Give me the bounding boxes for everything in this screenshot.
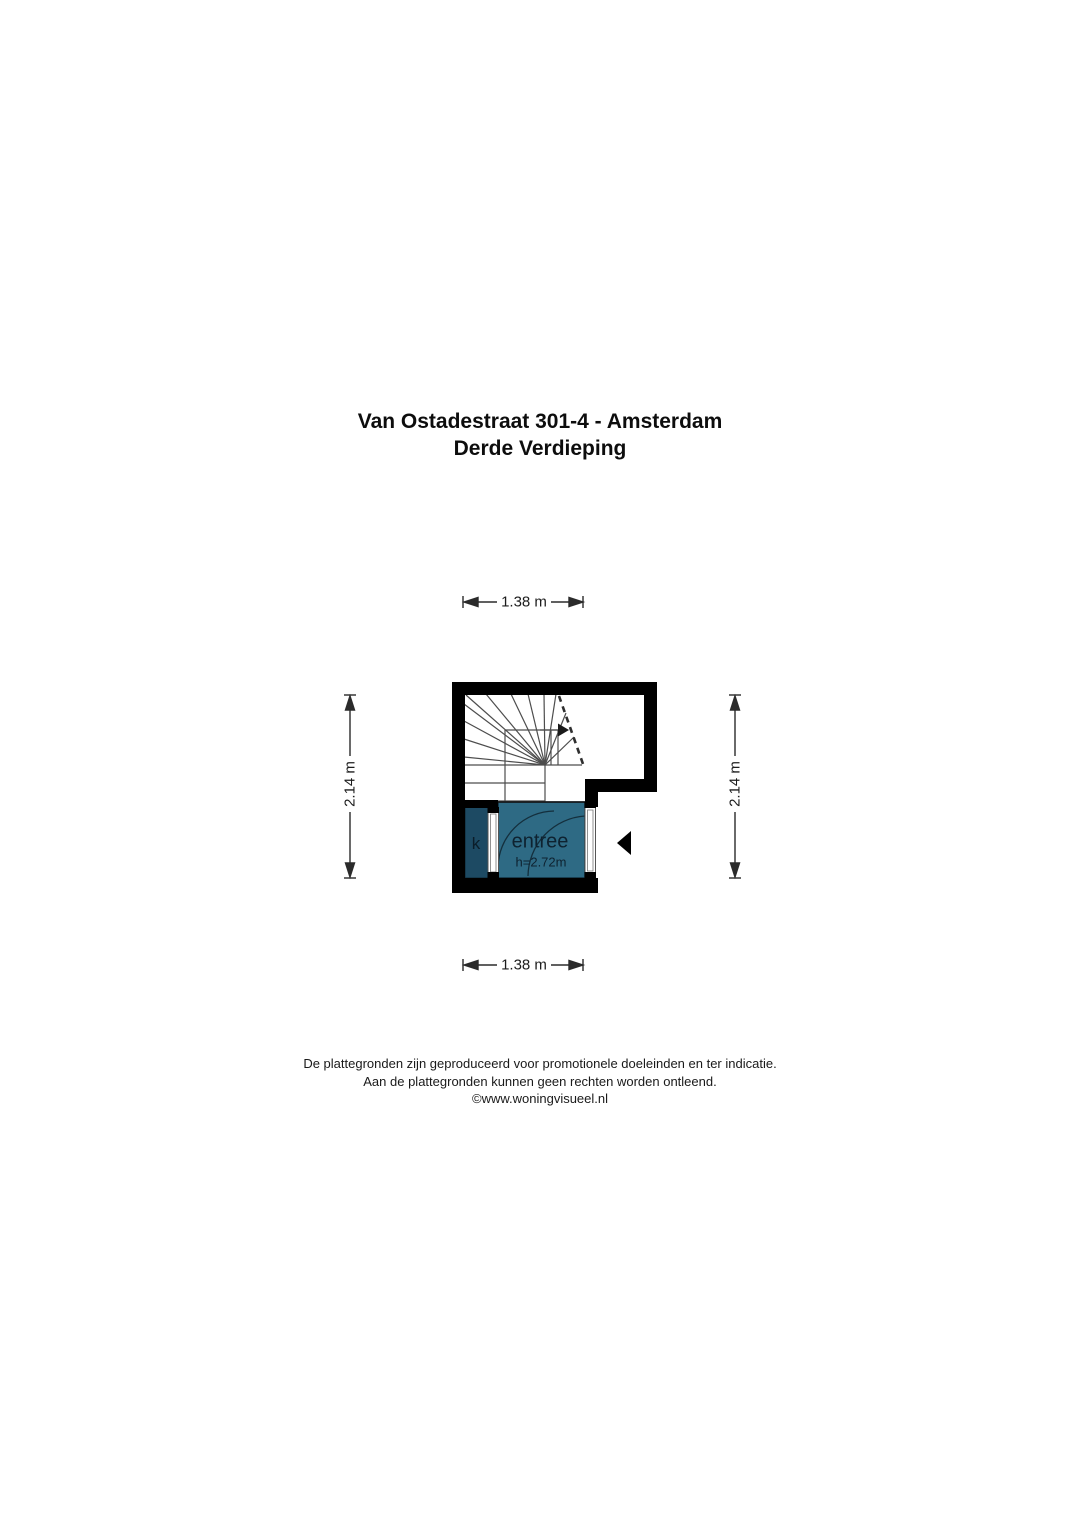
- arrow-left-icon: [464, 598, 478, 607]
- stairs-up-arrow-icon: [558, 724, 569, 737]
- arrow-left-icon: [464, 961, 478, 970]
- door-closet-leafline: [491, 814, 497, 872]
- wall-notch-vertical: [585, 779, 598, 807]
- arrow-right-icon: [569, 598, 583, 607]
- dimension-label-left: 2.14 m: [341, 761, 359, 807]
- plan-title-address: Van Ostadestraat 301-4 - Amsterdam: [357, 410, 723, 433]
- arrow-up-icon: [346, 696, 355, 710]
- door-jamb: [585, 872, 597, 878]
- door-jamb: [488, 872, 500, 878]
- room-label-closet: k: [471, 834, 481, 853]
- wall-left: [452, 682, 465, 893]
- room-label-entree: entree: [511, 830, 569, 853]
- plan-title-floor: Derde Verdieping: [453, 437, 627, 460]
- dimension-label-top: 1.38 m: [501, 593, 547, 611]
- wall-closet-top: [465, 800, 498, 808]
- dimension-label-bottom: 1.38 m: [501, 956, 547, 974]
- footer-disclaimer: [0, 1055, 1080, 1108]
- entrance-arrow-icon: [617, 831, 631, 855]
- wall-bottom: [452, 878, 598, 893]
- footer-copyright: ©www.woningvisueel.nl: [471, 1091, 609, 1106]
- footer-line-1: De plattegronden zijn geproduceerd voor promotionele doeleinden en ter indicatie.: [303, 1056, 777, 1071]
- arrow-down-icon: [346, 863, 355, 877]
- arrow-down-icon: [731, 863, 740, 877]
- stair-treads: [464, 730, 582, 802]
- wall-right-upper: [644, 682, 657, 792]
- door-entrance-leafline: [588, 810, 594, 871]
- footer-line-2: Aan de plattegronden kunnen geen rechten worden ontleend.: [363, 1073, 717, 1089]
- wall-top: [452, 682, 657, 695]
- dimension-label-right: 2.14 m: [726, 761, 744, 807]
- room-ceiling-height: h=2.72m: [515, 854, 567, 870]
- staircase: [464, 694, 585, 802]
- arrow-right-icon: [569, 961, 583, 970]
- arrow-up-icon: [731, 696, 740, 710]
